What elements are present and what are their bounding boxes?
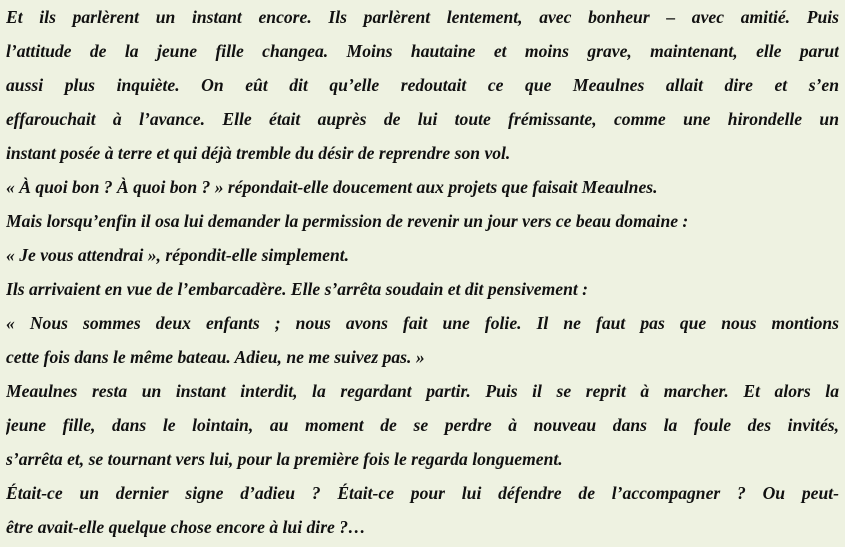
text-line: aussi plus inquiète. On eût dit qu’elle redoutait ce que Meaulnes allait dire et s’en [6, 75, 839, 95]
text-line: Mais lorsqu’enfin il osa lui demander la permission de revenir un jour vers ce beau domaine : [6, 211, 689, 231]
text-line: être avait-elle quelque chose encore à lui dire ?… [6, 517, 366, 537]
text-line: cette fois dans le même bateau. Adieu, ne me suivez pas. » [6, 347, 425, 367]
text-line: jeune fille, dans le lointain, au moment de se perdre à nouveau dans la foule des invités, [6, 415, 839, 435]
text-line: Et ils parlèrent un instant encore. Ils parlèrent lentement, avec bonheur – avec amitié. Puis [6, 7, 839, 27]
text-line: « Je vous attendrai », répondit-elle simplement. [6, 245, 350, 265]
text-line: « Nous sommes deux enfants ; nous avons fait une folie. Il ne faut pas que nous montions [6, 313, 839, 333]
text-line: l’attitude de la jeune fille changea. Moins hautaine et moins grave, maintenant, elle parut [6, 41, 839, 61]
text-line: Était-ce un dernier signe d’adieu ? Était-ce pour lui défendre de l’accompagner ? Ou peut- [6, 483, 839, 503]
text-line: « À quoi bon ? À quoi bon ? » répondait-elle doucement aux projets que faisait Meaulnes. [6, 177, 658, 197]
text-line: instant posée à terre et qui déjà tremble du désir de reprendre son vol. [6, 143, 511, 163]
text-line: effarouchait à l’avance. Elle était auprès de lui toute frémissante, comme une hirondelle un [6, 109, 839, 129]
text-line: Meaulnes resta un instant interdit, la regardant partir. Puis il se reprit à marcher. Et alors la [6, 381, 839, 401]
text-line: s’arrêta et, se tournant vers lui, pour la première fois le regarda longuement. [6, 449, 563, 469]
text-line: Ils arrivaient en vue de l’embarcadère. Elle s’arrêta soudain et dit pensivement : [6, 279, 589, 299]
